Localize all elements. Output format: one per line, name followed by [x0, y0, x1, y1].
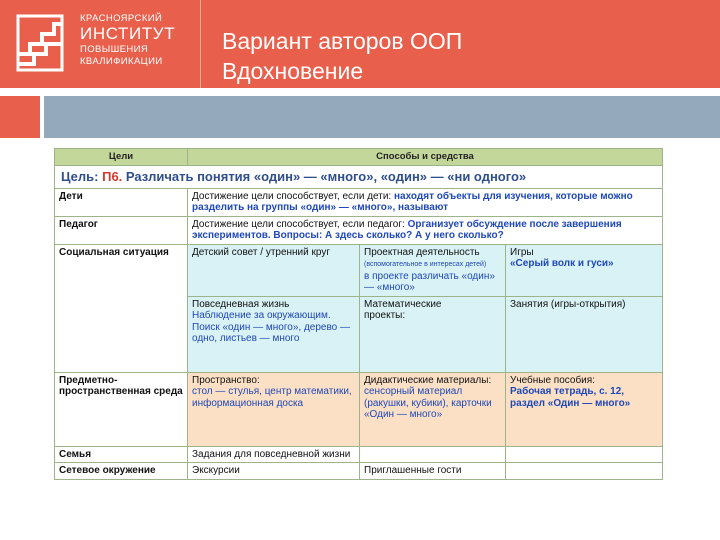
didactic-text: сенсорный материал (ракушки, кубики), карточки «Один — много» [364, 386, 492, 420]
manuals-title: Учебные пособия: [510, 374, 595, 386]
header-goals: Цели [55, 149, 188, 166]
games-cell [506, 244, 663, 296]
goal-cell [55, 165, 663, 188]
space-cell [188, 372, 360, 446]
daily-text: Наблюдение за окружающим. Поиск «один — много», дерево — одно, листьев — много [192, 310, 351, 344]
goal-prefix: Цель: [61, 168, 99, 184]
logo-mark-icon [14, 14, 66, 72]
logo-line-4: КВАЛИФИКАЦИИ [80, 56, 163, 67]
teacher-cell [188, 216, 663, 244]
council-cell: Детский совет / утренний круг [188, 244, 360, 296]
institute-logo [14, 12, 194, 74]
goals-table [54, 148, 663, 480]
children-cell [188, 188, 663, 216]
row-label-teacher: Педагог [55, 216, 188, 244]
project-text: в проекте различать «один» — «много» [364, 270, 495, 293]
header-bar [0, 0, 720, 88]
logo-text [80, 14, 175, 67]
slide-title [222, 26, 462, 86]
project-small: (вспомогательное в интересах детей) [364, 261, 487, 268]
logo-line-2: ИНСТИТУТ [80, 23, 176, 43]
header-divider [200, 0, 201, 88]
family-cell: Задания для повседневной жизни [188, 446, 360, 463]
goal-code: П6. [102, 168, 123, 184]
space-text: стол — стулья, центр математики, информационная доска [192, 386, 352, 409]
teacher-lead: Достижение цели способствует, если педагог: [192, 218, 405, 230]
lessons-cell: Занятия (игры-открытия) [506, 296, 663, 372]
goal-text: Различать понятия «один» — «много», «один» — «ни одного» [125, 168, 527, 184]
logo-line-3: ПОВЫШЕНИЯ [80, 43, 149, 55]
games-text: «Серый волк и гуси» [510, 258, 614, 269]
daily-title: Повседневная жизнь [192, 298, 290, 310]
guests-cell: Приглашенные гости [360, 463, 506, 480]
children-text: находят объекты для изучения, которые можно разделить на группы «один» — «много», называют [192, 190, 633, 213]
math-title: Математические [364, 298, 442, 310]
manuals-text: Рабочая тетрадь, с. 12, раздел «Один — много» [510, 386, 631, 409]
header-means: Способы и средства [188, 149, 663, 166]
math-cell [360, 296, 506, 372]
accent-block [0, 96, 40, 138]
daily-cell [188, 296, 360, 372]
network-empty [506, 463, 663, 480]
didactic-cell [360, 372, 506, 446]
children-lead: Достижение цели способствует, если дети: [192, 190, 392, 202]
accent-band [44, 96, 720, 138]
logo-line-1: КРАСНОЯРСКИЙ [80, 13, 163, 24]
math-text: проекты: [364, 310, 406, 321]
excursions-cell: Экскурсии [188, 463, 360, 480]
row-label-children: Дети [55, 188, 188, 216]
row-label-network: Сетевое окружение [55, 463, 188, 480]
space-title: Пространство: [192, 374, 260, 386]
project-title: Проектная деятельность [364, 246, 480, 258]
manuals-cell [506, 372, 663, 446]
row-label-environment: Предметно-пространственная среда [55, 372, 188, 446]
didactic-title: Дидактические материалы: [364, 374, 492, 386]
row-label-family: Семья [55, 446, 188, 463]
slide-title-line-2: Вдохновение [222, 58, 364, 84]
teacher-text: Организует обсуждение после завершения экспериментов. Вопросы: А здесь сколько? А у него сколько? [192, 218, 622, 241]
project-cell [360, 244, 506, 296]
row-label-social: Социальная ситуация [55, 244, 188, 372]
family-empty-2 [506, 446, 663, 463]
slide-title-line-1: Вариант авторов ООП [222, 28, 463, 54]
games-title: Игры [510, 246, 534, 258]
family-empty-1 [360, 446, 506, 463]
